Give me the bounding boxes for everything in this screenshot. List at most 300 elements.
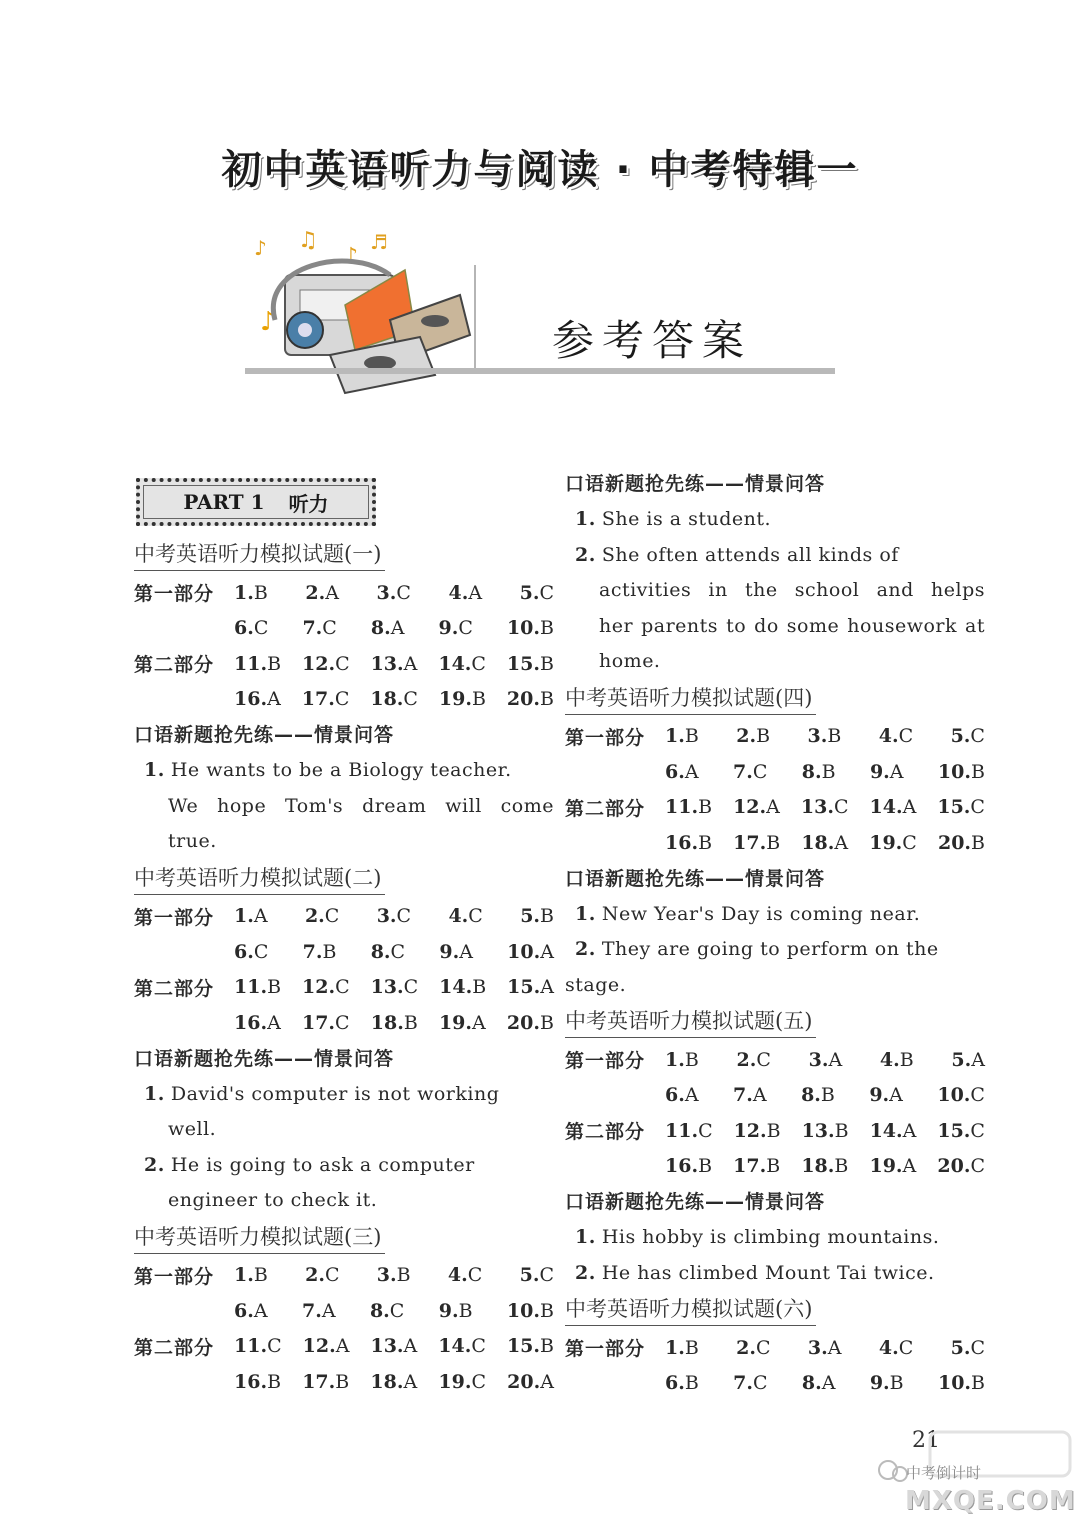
answer-item	[870, 1120, 917, 1142]
question-number: 6.	[665, 1084, 685, 1107]
answer-row	[565, 1366, 985, 1402]
part-heading	[136, 478, 376, 526]
question-number: 10.	[506, 617, 540, 640]
svg-text:♬: ♬	[370, 230, 388, 254]
answer-value: B	[889, 1372, 904, 1395]
answer-item	[371, 1012, 418, 1034]
answer-item	[937, 796, 985, 818]
answer-item	[302, 1012, 350, 1034]
answer-item	[737, 1049, 771, 1071]
test-title: 中考英语听力模拟试题(五)	[565, 1005, 816, 1038]
qa-section-title: 口语新题抢先练——情景问答	[565, 867, 826, 890]
answer-value: C	[970, 1155, 985, 1178]
question-number: 7.	[732, 760, 753, 783]
answer-item	[665, 1120, 713, 1142]
question-number: 3.	[807, 1336, 828, 1359]
answer-value: B	[253, 581, 268, 604]
answer-group	[665, 1049, 985, 1071]
answer-value: A	[684, 1084, 699, 1107]
answer-value: C	[324, 905, 340, 928]
answer-value: B	[539, 1011, 554, 1034]
question-number: 8.	[370, 940, 391, 963]
answer-item	[938, 1372, 985, 1394]
answer-group	[665, 832, 985, 854]
test-title-wrap	[565, 1291, 985, 1330]
qa-text: He is going to ask a computer	[170, 1153, 475, 1176]
answer-value: B	[267, 976, 282, 999]
qa-text-line: activities in the school and helps	[599, 579, 985, 601]
answer-value: A	[540, 940, 554, 963]
answer-value: A	[390, 617, 405, 640]
answer-item	[938, 761, 985, 783]
qa-number: 2.	[144, 1153, 165, 1176]
answer-value: C	[970, 1119, 985, 1142]
answer-item	[439, 617, 473, 639]
answer-value: C	[970, 725, 985, 748]
answer-value: B	[698, 796, 713, 819]
answer-item	[371, 617, 405, 639]
question-number: 15.	[506, 652, 540, 675]
answer-value: C	[334, 688, 350, 711]
answer-row	[565, 1330, 985, 1366]
answer-value: A	[752, 1084, 767, 1107]
question-number: 3.	[376, 905, 397, 928]
answer-row	[565, 790, 985, 826]
answer-value: C	[898, 1336, 914, 1359]
test-block	[565, 466, 985, 680]
qa-answer	[565, 1220, 985, 1256]
question-number: 11.	[665, 796, 699, 819]
question-number: 13.	[800, 796, 834, 819]
answer-item	[937, 1084, 985, 1106]
answer-value: B	[766, 1119, 781, 1142]
answer-value: A	[766, 796, 780, 819]
answer-item	[520, 905, 554, 927]
answer-value: C	[970, 796, 985, 819]
answer-item	[448, 582, 482, 604]
answer-group	[234, 653, 554, 675]
question-number: 14.	[438, 1335, 472, 1358]
part-label: 第一部分	[565, 726, 646, 749]
answer-value: C	[396, 581, 411, 604]
qa-number: 2.	[575, 1261, 596, 1284]
answer-value: C	[335, 652, 350, 675]
qa-text: He has climbed Mount Tai twice.	[601, 1261, 935, 1284]
question-number: 5.	[519, 581, 540, 604]
qa-section-title: 口语新题抢先练——情景问答	[565, 473, 826, 495]
part-label: 第二部分	[134, 1336, 215, 1359]
answer-value: C	[403, 976, 419, 999]
page-title: 初中英语听力与阅读 · 中考特辑一	[221, 147, 859, 193]
question-number: 15.	[506, 1335, 540, 1358]
answer-value: C	[458, 617, 473, 640]
question-number: 3.	[376, 1264, 397, 1287]
answer-group	[665, 725, 985, 747]
answer-value: A	[971, 1048, 985, 1071]
answer-value: B	[834, 1155, 849, 1178]
answer-item	[234, 617, 268, 639]
answer-item	[507, 1012, 554, 1034]
answer-item	[733, 832, 780, 854]
answer-item	[234, 1335, 282, 1357]
question-number: 7.	[733, 1372, 753, 1395]
qa-text: He wants to be a Biology teacher.	[170, 759, 512, 781]
answer-item	[507, 653, 554, 675]
part-label: 第一部分	[134, 583, 215, 606]
answer-item	[370, 1300, 404, 1322]
answer-value: A	[267, 1011, 281, 1034]
answer-item	[370, 688, 418, 710]
question-number: 13.	[370, 652, 404, 675]
answer-row	[134, 682, 554, 718]
qa-number: 1.	[144, 759, 165, 781]
answer-item	[879, 1337, 913, 1359]
answer-item	[733, 1084, 767, 1106]
question-number: 2.	[736, 725, 757, 748]
answer-row	[134, 970, 554, 1006]
test-block	[134, 536, 554, 860]
question-number: 2.	[736, 1336, 757, 1359]
question-number: 8.	[369, 1299, 390, 1322]
answer-value: C	[471, 652, 486, 675]
answer-item	[733, 1372, 767, 1394]
answer-value: B	[684, 725, 699, 748]
qa-number: 1.	[575, 508, 596, 530]
answer-group	[234, 1335, 554, 1357]
question-number: 1.	[665, 1336, 685, 1359]
question-number: 4.	[448, 581, 469, 604]
watermark-label: 中考倒计时	[906, 1464, 982, 1482]
answer-value: C	[467, 1264, 483, 1287]
answer-item	[870, 796, 917, 818]
question-number: 14.	[869, 1119, 903, 1142]
answer-value: B	[267, 1370, 282, 1393]
answer-value: A	[321, 1299, 336, 1322]
answer-group	[665, 1372, 985, 1394]
answer-item	[507, 976, 554, 998]
answer-value: B	[971, 1372, 985, 1395]
answer-value: C	[253, 940, 269, 963]
answer-value: C	[471, 1335, 486, 1358]
answer-value: A	[325, 581, 339, 604]
answer-value: A	[253, 905, 268, 928]
question-number: 8.	[370, 617, 391, 640]
question-number: 13.	[801, 1119, 835, 1142]
question-number: 17.	[733, 1155, 767, 1178]
qa-answer	[565, 538, 985, 574]
question-number: 5.	[519, 1264, 540, 1287]
answer-row	[565, 1113, 985, 1149]
answer-value: C	[756, 1336, 771, 1359]
answer-item	[733, 761, 767, 783]
question-number: 12.	[733, 796, 767, 819]
answer-value: B	[539, 1299, 554, 1322]
answer-value: B	[971, 831, 985, 854]
answer-item	[801, 832, 848, 854]
question-number: 5.	[951, 1048, 972, 1071]
question-number: 19.	[438, 1370, 472, 1393]
answer-item	[665, 832, 712, 854]
question-number: 3.	[808, 1048, 829, 1071]
answer-item	[507, 688, 554, 710]
answer-value: A	[902, 796, 917, 819]
part-label: 第二部分	[134, 654, 215, 677]
answer-item	[507, 941, 554, 963]
question-number: 7.	[301, 1299, 322, 1322]
answer-value: C	[752, 760, 768, 783]
answer-item	[801, 1155, 848, 1177]
answer-item	[802, 1120, 849, 1142]
answer-row	[565, 1149, 985, 1185]
answer-item	[305, 1264, 339, 1286]
question-number: 2.	[736, 1048, 757, 1071]
svg-text:♪: ♪	[254, 236, 267, 260]
question-number: 3.	[807, 725, 828, 748]
answer-item	[879, 725, 913, 747]
answer-item	[733, 796, 780, 818]
answer-value: C	[539, 581, 554, 604]
question-number: 15.	[937, 1119, 971, 1142]
question-number: 7.	[302, 617, 323, 640]
answer-value: A	[821, 1372, 836, 1395]
answer-value: B	[472, 976, 487, 999]
answer-item	[938, 832, 985, 854]
part-label: 第一部分	[565, 1338, 646, 1361]
answer-item	[234, 1371, 281, 1393]
svg-text:♪: ♪	[260, 307, 277, 337]
answer-group	[665, 796, 985, 818]
question-number: 4.	[878, 725, 899, 748]
question-number: 1.	[234, 1264, 254, 1287]
answer-value: B	[834, 1119, 849, 1142]
answer-value: A	[472, 1011, 486, 1034]
answer-value: B	[684, 1048, 699, 1071]
answer-item	[438, 1371, 486, 1393]
answer-item	[870, 761, 904, 783]
answer-value: C	[756, 1048, 771, 1071]
answer-item	[234, 905, 268, 927]
answer-item	[808, 1337, 842, 1359]
answer-row	[565, 719, 985, 755]
question-number: 9.	[438, 617, 459, 640]
answer-item	[302, 1371, 349, 1393]
answer-value: B	[396, 1264, 411, 1287]
question-number: 1.	[665, 1048, 685, 1071]
answer-group	[234, 905, 554, 927]
answer-value: C	[390, 940, 406, 963]
question-number: 17.	[301, 1011, 336, 1034]
answer-group	[665, 761, 985, 783]
answer-row	[134, 934, 554, 970]
test-title-wrap	[134, 1219, 554, 1258]
question-number: 6.	[234, 617, 254, 640]
answer-item	[802, 761, 836, 783]
question-number: 6.	[234, 940, 254, 963]
question-number: 16.	[234, 1011, 268, 1034]
qa-number: 1.	[144, 1082, 165, 1105]
question-number: 5.	[520, 905, 541, 928]
answer-value: C	[324, 1264, 340, 1287]
answer-item	[951, 725, 985, 747]
qa-text-line: home.	[599, 650, 661, 672]
question-number: 19.	[438, 688, 472, 711]
answer-item	[234, 941, 268, 963]
test-block	[565, 680, 985, 1004]
qa-text-line: stage.	[565, 973, 627, 996]
answer-group	[234, 1012, 554, 1034]
answer-value: C	[396, 905, 412, 928]
question-number: 2.	[305, 581, 326, 604]
answer-item	[370, 1371, 417, 1393]
qa-number: 1.	[575, 902, 596, 925]
test-title: 中考英语听力模拟试题(一)	[134, 538, 385, 571]
answer-item	[736, 725, 770, 747]
question-number: 17.	[733, 831, 767, 854]
question-number: 10.	[937, 1372, 972, 1395]
answer-value: A	[902, 1155, 917, 1178]
answer-value: B	[540, 905, 554, 928]
answer-item	[507, 617, 554, 639]
question-number: 16.	[665, 1155, 699, 1178]
qa-text-line: well.	[168, 1118, 217, 1140]
answer-item	[665, 1049, 699, 1071]
answer-item	[234, 1300, 268, 1322]
test-block	[565, 1003, 985, 1291]
question-number: 17.	[302, 1370, 336, 1393]
answer-group	[234, 1300, 554, 1322]
answer-value: C	[322, 617, 337, 640]
answer-item	[371, 941, 405, 963]
question-number: 11.	[234, 652, 268, 675]
answer-row	[134, 1364, 554, 1400]
answer-item	[234, 653, 281, 675]
qa-answer	[565, 897, 985, 933]
qa-answer	[134, 1148, 554, 1184]
question-number: 11.	[234, 976, 268, 999]
question-number: 12.	[302, 1335, 336, 1358]
question-number: 4.	[447, 1264, 468, 1287]
left-column	[134, 478, 554, 1400]
answer-item	[439, 1300, 473, 1322]
answer-value: A	[403, 1335, 418, 1358]
test-title-wrap	[134, 536, 554, 575]
question-number: 10.	[937, 1084, 971, 1107]
answer-group	[665, 1155, 985, 1177]
question-number: 16.	[665, 831, 699, 854]
question-number: 6.	[665, 1372, 685, 1395]
question-number: 9.	[869, 1372, 890, 1395]
answer-group	[234, 617, 554, 639]
answer-item	[802, 1372, 836, 1394]
answer-value: B	[539, 652, 554, 675]
question-number: 2.	[305, 1264, 325, 1287]
answer-item	[869, 1084, 903, 1106]
answer-value: B	[970, 760, 985, 783]
answer-value: B	[766, 1155, 781, 1178]
answer-value: B	[540, 617, 554, 640]
question-number: 6.	[234, 1299, 254, 1322]
answer-value: A	[889, 760, 904, 783]
answer-item	[808, 725, 842, 747]
question-number: 18.	[370, 1011, 404, 1034]
question-number: 17.	[301, 688, 335, 711]
answer-value: B	[253, 1264, 268, 1287]
answer-group	[665, 1337, 985, 1359]
qa-text: New Year's Day is coming near.	[601, 902, 921, 925]
question-number: 13.	[370, 976, 404, 999]
answer-value: B	[820, 1084, 835, 1107]
page-number: 21	[912, 1428, 940, 1453]
answer-value: B	[821, 760, 836, 783]
watermark-text: MXQE.COM	[905, 1486, 1076, 1516]
answer-value: A	[684, 760, 699, 783]
answer-value: B	[827, 725, 842, 748]
qa-text: She often attends all kinds of	[601, 543, 899, 566]
test-block	[565, 1291, 985, 1401]
answer-item	[370, 1335, 417, 1357]
qa-section-title: 口语新题抢先练——情景问答	[565, 1191, 826, 1213]
test-title-wrap	[565, 680, 985, 719]
question-number: 9.	[438, 1299, 459, 1322]
qa-section-title: 口语新题抢先练——情景问答	[134, 724, 395, 746]
answer-item	[371, 976, 419, 998]
question-number: 20.	[506, 688, 540, 711]
qa-text-line: We hope Tom's dream will come	[168, 794, 554, 817]
banner-underline	[245, 368, 835, 374]
answer-row	[565, 825, 985, 861]
answer-item	[439, 1012, 486, 1034]
answer-value: C	[389, 1299, 405, 1322]
test-block	[134, 1219, 554, 1400]
answer-row	[565, 754, 985, 790]
answer-item	[438, 653, 486, 675]
answer-value: A	[828, 1048, 843, 1071]
answer-item	[937, 1155, 985, 1177]
question-number: 5.	[950, 725, 971, 748]
answer-value: C	[335, 1011, 350, 1034]
answer-item	[734, 1120, 781, 1142]
question-number: 13.	[370, 1335, 404, 1358]
question-number: 20.	[937, 831, 972, 854]
question-number: 12.	[302, 652, 336, 675]
answer-value: B	[756, 725, 771, 748]
svg-text:♫: ♫	[298, 228, 318, 253]
section-heading: 参考答案	[552, 316, 753, 365]
answer-group	[234, 1264, 554, 1286]
question-number: 14.	[869, 796, 903, 819]
answer-group	[234, 941, 554, 963]
answer-value: B	[684, 1372, 699, 1395]
answer-row	[134, 646, 554, 682]
question-number: 1.	[234, 905, 254, 928]
question-number: 14.	[439, 976, 473, 999]
test-title-wrap	[565, 1003, 985, 1042]
qa-answer	[565, 932, 985, 968]
part-label: 第一部分	[565, 1050, 646, 1073]
answer-item	[234, 582, 268, 604]
answer-value: A	[253, 1299, 268, 1322]
test-title: 中考英语听力模拟试题(六)	[565, 1293, 816, 1326]
answer-item	[665, 1155, 712, 1177]
question-number: 9.	[869, 1084, 890, 1107]
answer-group	[665, 1084, 985, 1106]
answer-value: C	[539, 1264, 554, 1287]
qa-text: She is a student.	[601, 508, 772, 530]
question-number: 9.	[439, 940, 460, 963]
answer-row	[134, 1005, 554, 1041]
question-number: 12.	[302, 976, 336, 999]
answer-value: A	[459, 940, 473, 963]
